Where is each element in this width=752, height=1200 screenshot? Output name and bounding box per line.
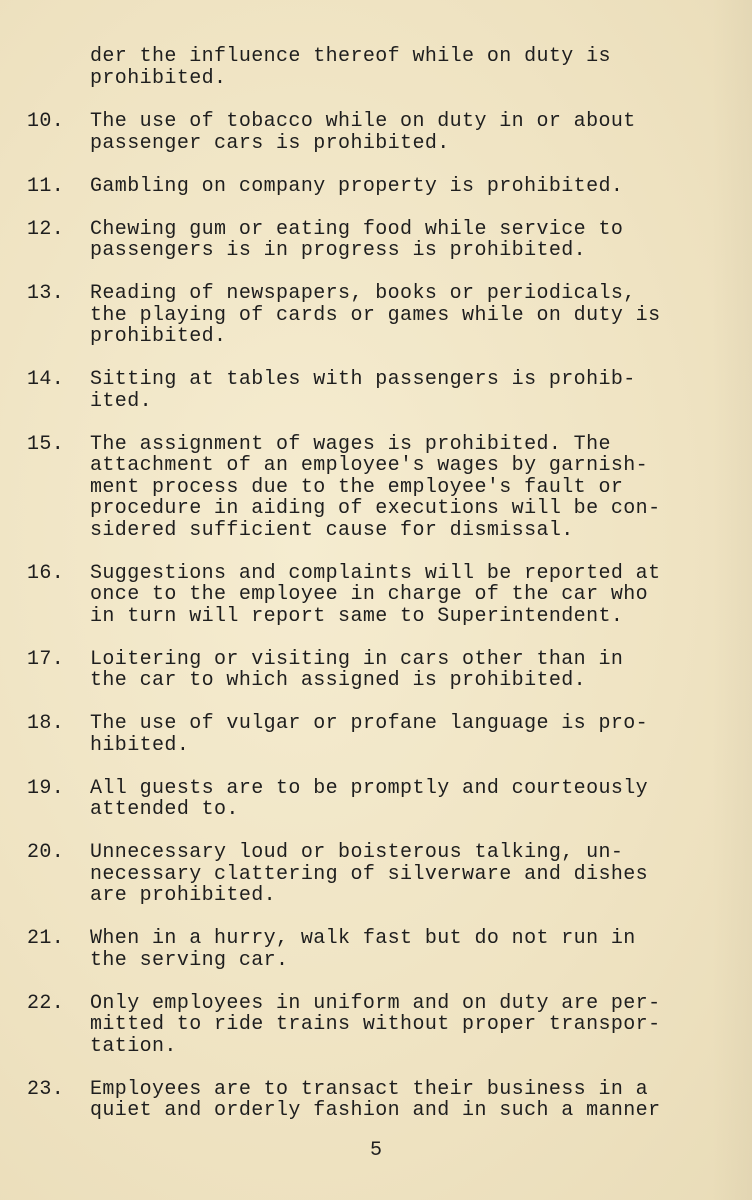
rule-item	[27, 778, 727, 821]
rule-number: 17.	[27, 647, 65, 671]
rule-number: 11.	[27, 174, 65, 198]
rule-text: Reading of newspapers, books or periodicals, the playing of cards or games while on duty is prohibited.	[90, 282, 661, 348]
rule-number: 23.	[27, 1077, 65, 1101]
rule-number: 19.	[27, 776, 65, 800]
rule-item	[27, 649, 727, 692]
rule-text: The use of vulgar or profane language is pro- hibited.	[90, 712, 649, 757]
rule-text: All guests are to be promptly and courteously attended to.	[90, 776, 649, 821]
rule-number: 18.	[27, 712, 65, 735]
rule-text: When in a hurry, walk fast but do not run in the serving car.	[90, 927, 636, 972]
rule-number: 16.	[27, 561, 65, 585]
rule-item	[27, 928, 727, 971]
rule-text: Chewing gum or eating food while service to passengers is in progress is prohibited.	[90, 217, 624, 262]
rule-item	[27, 842, 727, 907]
rule-item	[27, 176, 727, 198]
rule-number: 20.	[27, 841, 65, 864]
rules-text	[27, 46, 727, 1143]
rule-item	[27, 993, 727, 1058]
rule-number: 10.	[27, 110, 65, 133]
rule-item	[27, 369, 727, 412]
rule-text: Suggestions and complaints will be reported at once to the employee in charge of the car who in turn will report same to Superintendent.	[90, 561, 661, 628]
rule-item	[27, 1079, 727, 1122]
rule-number: 12.	[27, 217, 65, 241]
rule-item	[27, 713, 727, 756]
continuation-text: der the influence thereof while on duty is prohibited.	[90, 45, 611, 90]
rule-item	[27, 563, 727, 628]
rule-item	[27, 434, 727, 542]
rule-number: 14.	[27, 368, 65, 391]
rule-item	[27, 111, 727, 154]
rule-text: Only employees in uniform and on duty are per- mitted to ride trains without proper transpor- tation.	[90, 991, 661, 1058]
rule-number: 22.	[27, 991, 65, 1015]
rule-number: 21.	[27, 927, 65, 950]
page-number: 5	[369, 1139, 382, 1162]
rule-item	[27, 219, 727, 262]
rule-text: The use of tobacco while on duty in or about passenger cars is prohibited.	[90, 110, 636, 155]
rule-item	[27, 283, 727, 348]
rule-text: Gambling on company property is prohibited.	[90, 174, 624, 198]
rule-text: Employees are to transact their business in a quiet and orderly fashion and in such a manner	[90, 1077, 661, 1122]
rule-number: 13.	[27, 282, 65, 305]
rule-text: Loitering or visiting in cars other than in the car to which assigned is prohibited.	[90, 647, 624, 692]
rule-text: Unnecessary loud or boisterous talking, un- necessary clattering of silverware and dishes are prohibited.	[90, 841, 649, 907]
rule-number: 15.	[27, 432, 65, 456]
rule-text: The assignment of wages is prohibited. The attachment of an employee's wages by garnish- ment process due to the employee's fault or procedure in aiding of executions will be con- sidered sufficient cause for dismissal.	[90, 432, 661, 542]
rule-text: Sitting at tables with passengers is prohib- ited.	[90, 368, 636, 413]
